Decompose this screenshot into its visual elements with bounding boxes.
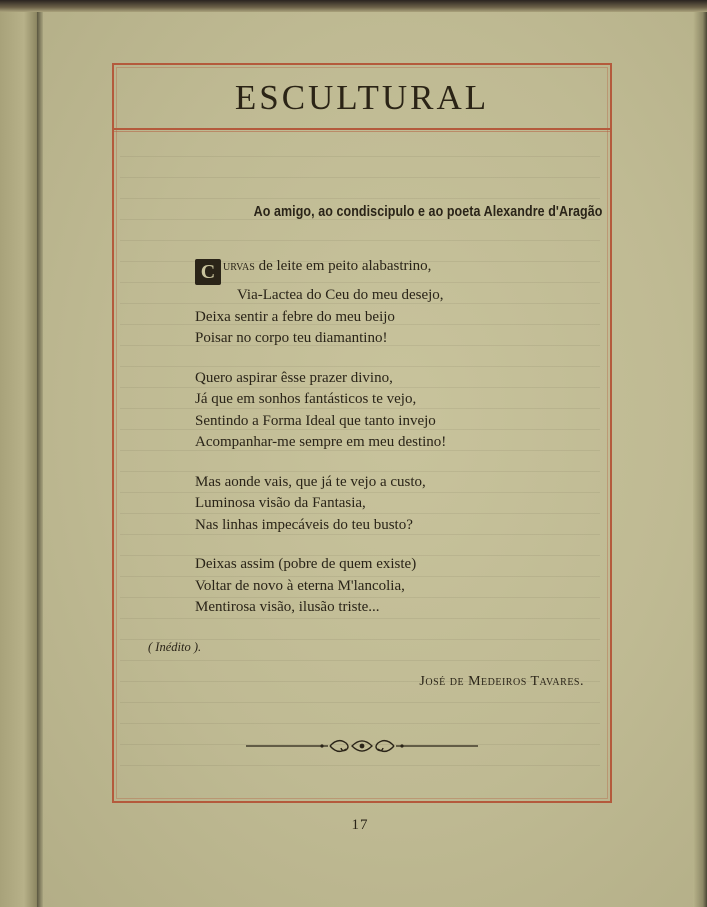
- poem-body: [195, 256, 555, 637]
- title-rule-thin: [114, 131, 610, 132]
- dedication: Ao amigo, ao condiscipulo e ao poeta Alexandre d'Aragão: [253, 204, 603, 220]
- poem-line: Via-Lactea do Ceu do meu desejo,: [237, 287, 444, 303]
- poem-title: ESCULTURAL: [234, 78, 490, 117]
- poem-line: Sentindo a Forma Ideal que tanto invejo: [195, 412, 436, 429]
- poem-line: [195, 256, 555, 285]
- page-number: 17: [351, 817, 369, 833]
- poem-line: Quero aspirar êsse prazer divino,: [195, 369, 393, 386]
- author-signature: José de Medeiros Tavares.: [419, 674, 584, 689]
- poem-line: Nas linhas impecáveis do teu busto?: [195, 516, 413, 533]
- poem-line: Mentirosa visão, ilusão triste...: [195, 599, 380, 615]
- poem-line: Já que em sonhos fantásticos te vejo,: [195, 391, 417, 407]
- page-right-edge: [693, 12, 707, 907]
- book-top-edge: [0, 0, 707, 12]
- stanza-3: [195, 472, 555, 537]
- facing-page-edge: [0, 12, 40, 907]
- first-word-rest: urvas: [223, 259, 255, 274]
- poem-line: Voltar de novo à eterna M'lancolia,: [195, 577, 405, 594]
- stanza-2: [195, 368, 555, 454]
- poem-line: Poisar no corpo teu diamantino!: [195, 330, 388, 346]
- poem-line-text: de leite em peito alabastrino,: [254, 258, 432, 274]
- stanza-1: [195, 256, 555, 350]
- poem-line: Deixas assim (pobre de quem existe): [195, 556, 417, 572]
- title-rule: [114, 128, 610, 130]
- stanza-4: [195, 554, 555, 619]
- unpublished-note: ( Inédito ).: [148, 640, 202, 654]
- poem-line: Luminosa visão da Fantasia,: [195, 495, 366, 511]
- poem-line: Acompanhar-me sempre em meu destino!: [195, 434, 447, 450]
- dropcap: C: [195, 259, 221, 285]
- ornament-divider-icon: [246, 733, 478, 759]
- poem-line: Mas aonde vais, que já te vejo a custo,: [195, 473, 426, 490]
- poem-line: Deixa sentir a febre do meu beijo: [195, 308, 395, 325]
